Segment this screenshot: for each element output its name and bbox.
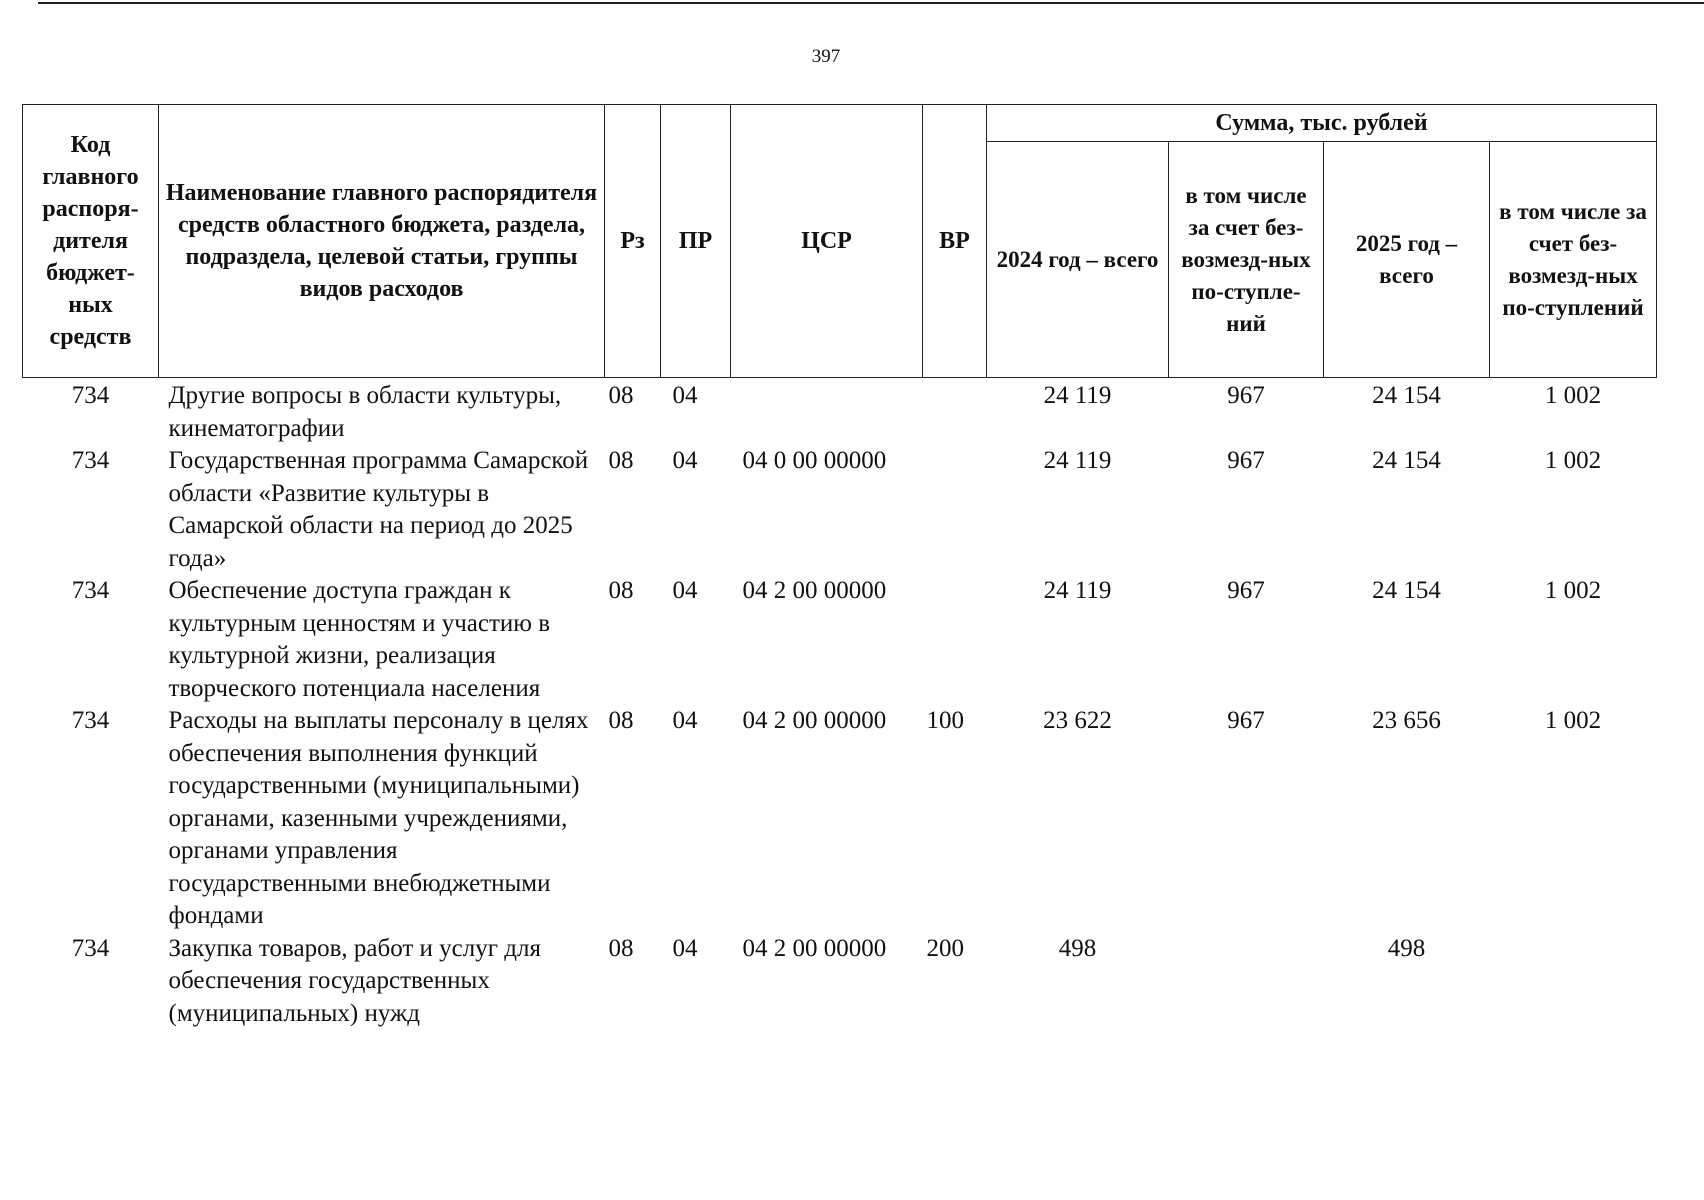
cell-pr: 04 <box>672 447 698 474</box>
cell-total-2024: 498 <box>1058 934 1097 962</box>
cell-vr <box>923 378 987 446</box>
cell-rz: 08 <box>608 934 634 962</box>
cell-csr: 04 2 00 00000 <box>742 934 887 962</box>
cell-grant-2024: 967 <box>1227 382 1265 409</box>
cell-rz: 08 <box>608 707 634 734</box>
table-row <box>23 705 1657 933</box>
cell-vr <box>923 445 987 575</box>
cell-grant-2024: 967 <box>1227 447 1265 474</box>
table-row <box>23 445 1657 575</box>
header-grant-2025: в том числе за счет без-возмезд-ных по-ступлений <box>1490 142 1657 378</box>
cell-grant-2025: 1 002 <box>1544 447 1602 474</box>
cell-vr <box>923 575 987 705</box>
cell-name: Другие вопросы в области культуры, кинематографии <box>168 382 562 442</box>
cell-csr: 04 2 00 00000 <box>742 577 887 604</box>
cell-code: 734 <box>71 447 110 474</box>
table-header <box>23 105 1657 378</box>
cell-name: Государственная программа Самарской области «Развитие культуры в Самарской области на период до 2025 года» <box>168 447 589 572</box>
header-total-2025: 2025 год – всего <box>1324 142 1490 378</box>
page-number: 397 <box>811 46 841 67</box>
cell-grant-2024: 967 <box>1227 707 1265 734</box>
cell-total-2024: 24 119 <box>1043 382 1112 409</box>
cell-rz: 08 <box>608 382 634 409</box>
cell-total-2024: 23 622 <box>1043 707 1112 734</box>
cell-name: Обеспечение доступа граждан к культурным ценностям и участию в культурной жизни, реализация творческого потенциала населения <box>168 577 551 702</box>
cell-code: 734 <box>71 707 110 734</box>
table-body <box>23 378 1657 1031</box>
cell-pr: 04 <box>672 382 698 409</box>
header-name: Наименование главного распорядителя средств областного бюджета, раздела, подраздела, целевой статьи, группы видов расходов <box>159 105 605 378</box>
table-row <box>23 933 1657 1031</box>
header-total-2024: 2024 год – всего <box>987 142 1169 378</box>
cell-grant-2024: 967 <box>1227 577 1265 604</box>
cell-total-2025: 24 154 <box>1372 577 1441 604</box>
header-vr: ВР <box>923 105 987 378</box>
cell-vr: 100 <box>926 707 964 734</box>
cell-pr: 04 <box>672 577 698 604</box>
cell-total-2024: 24 119 <box>1043 577 1112 604</box>
cell-code: 734 <box>71 577 110 604</box>
cell-name: Закупка товаров, работ и услуг для обеспечения государственных (муниципальных) нужд <box>168 934 541 1027</box>
cell-total-2025: 24 154 <box>1372 447 1441 474</box>
cell-grant-2024 <box>1169 933 1324 1031</box>
cell-grant-2025: 1 002 <box>1544 382 1602 409</box>
cell-pr: 04 <box>672 934 698 962</box>
cell-code: 734 <box>71 934 110 962</box>
header-csr: ЦСР <box>731 105 923 378</box>
cell-vr: 200 <box>926 934 964 962</box>
cell-grant-2025: 1 002 <box>1544 707 1602 734</box>
cell-csr <box>731 378 923 446</box>
cell-total-2025: 24 154 <box>1372 382 1441 409</box>
cell-rz: 08 <box>608 447 634 474</box>
cell-code: 734 <box>71 382 110 409</box>
cell-total-2025: 498 <box>1387 934 1426 962</box>
budget-table <box>22 104 1657 1030</box>
header-code: Код главного распоря-дителя бюджет-ных средств <box>23 105 159 378</box>
top-rule <box>38 2 1704 4</box>
header-rz: Рз <box>605 105 661 378</box>
cell-csr: 04 0 00 00000 <box>742 447 887 474</box>
cell-name: Расходы на выплаты персоналу в целях обеспечения выполнения функций государственными (муниципальными) органами, казенными учреждениями, органами управления государственными внебюджетными фондами <box>168 707 589 929</box>
table-row <box>23 575 1657 705</box>
header-sum-group: Сумма, тыс. рублей <box>987 105 1657 142</box>
cell-total-2024: 24 119 <box>1043 447 1112 474</box>
cell-pr: 04 <box>672 707 698 734</box>
header-pr: ПР <box>661 105 731 378</box>
cell-total-2025: 23 656 <box>1372 707 1441 734</box>
cell-grant-2025: 1 002 <box>1544 577 1602 604</box>
header-grant-2024: в том числе за счет без-возмезд-ных по-ступле-ний <box>1169 142 1324 378</box>
cell-rz: 08 <box>608 577 634 604</box>
cell-csr: 04 2 00 00000 <box>742 707 887 734</box>
table-row <box>23 378 1657 446</box>
cell-grant-2025 <box>1490 933 1657 1031</box>
